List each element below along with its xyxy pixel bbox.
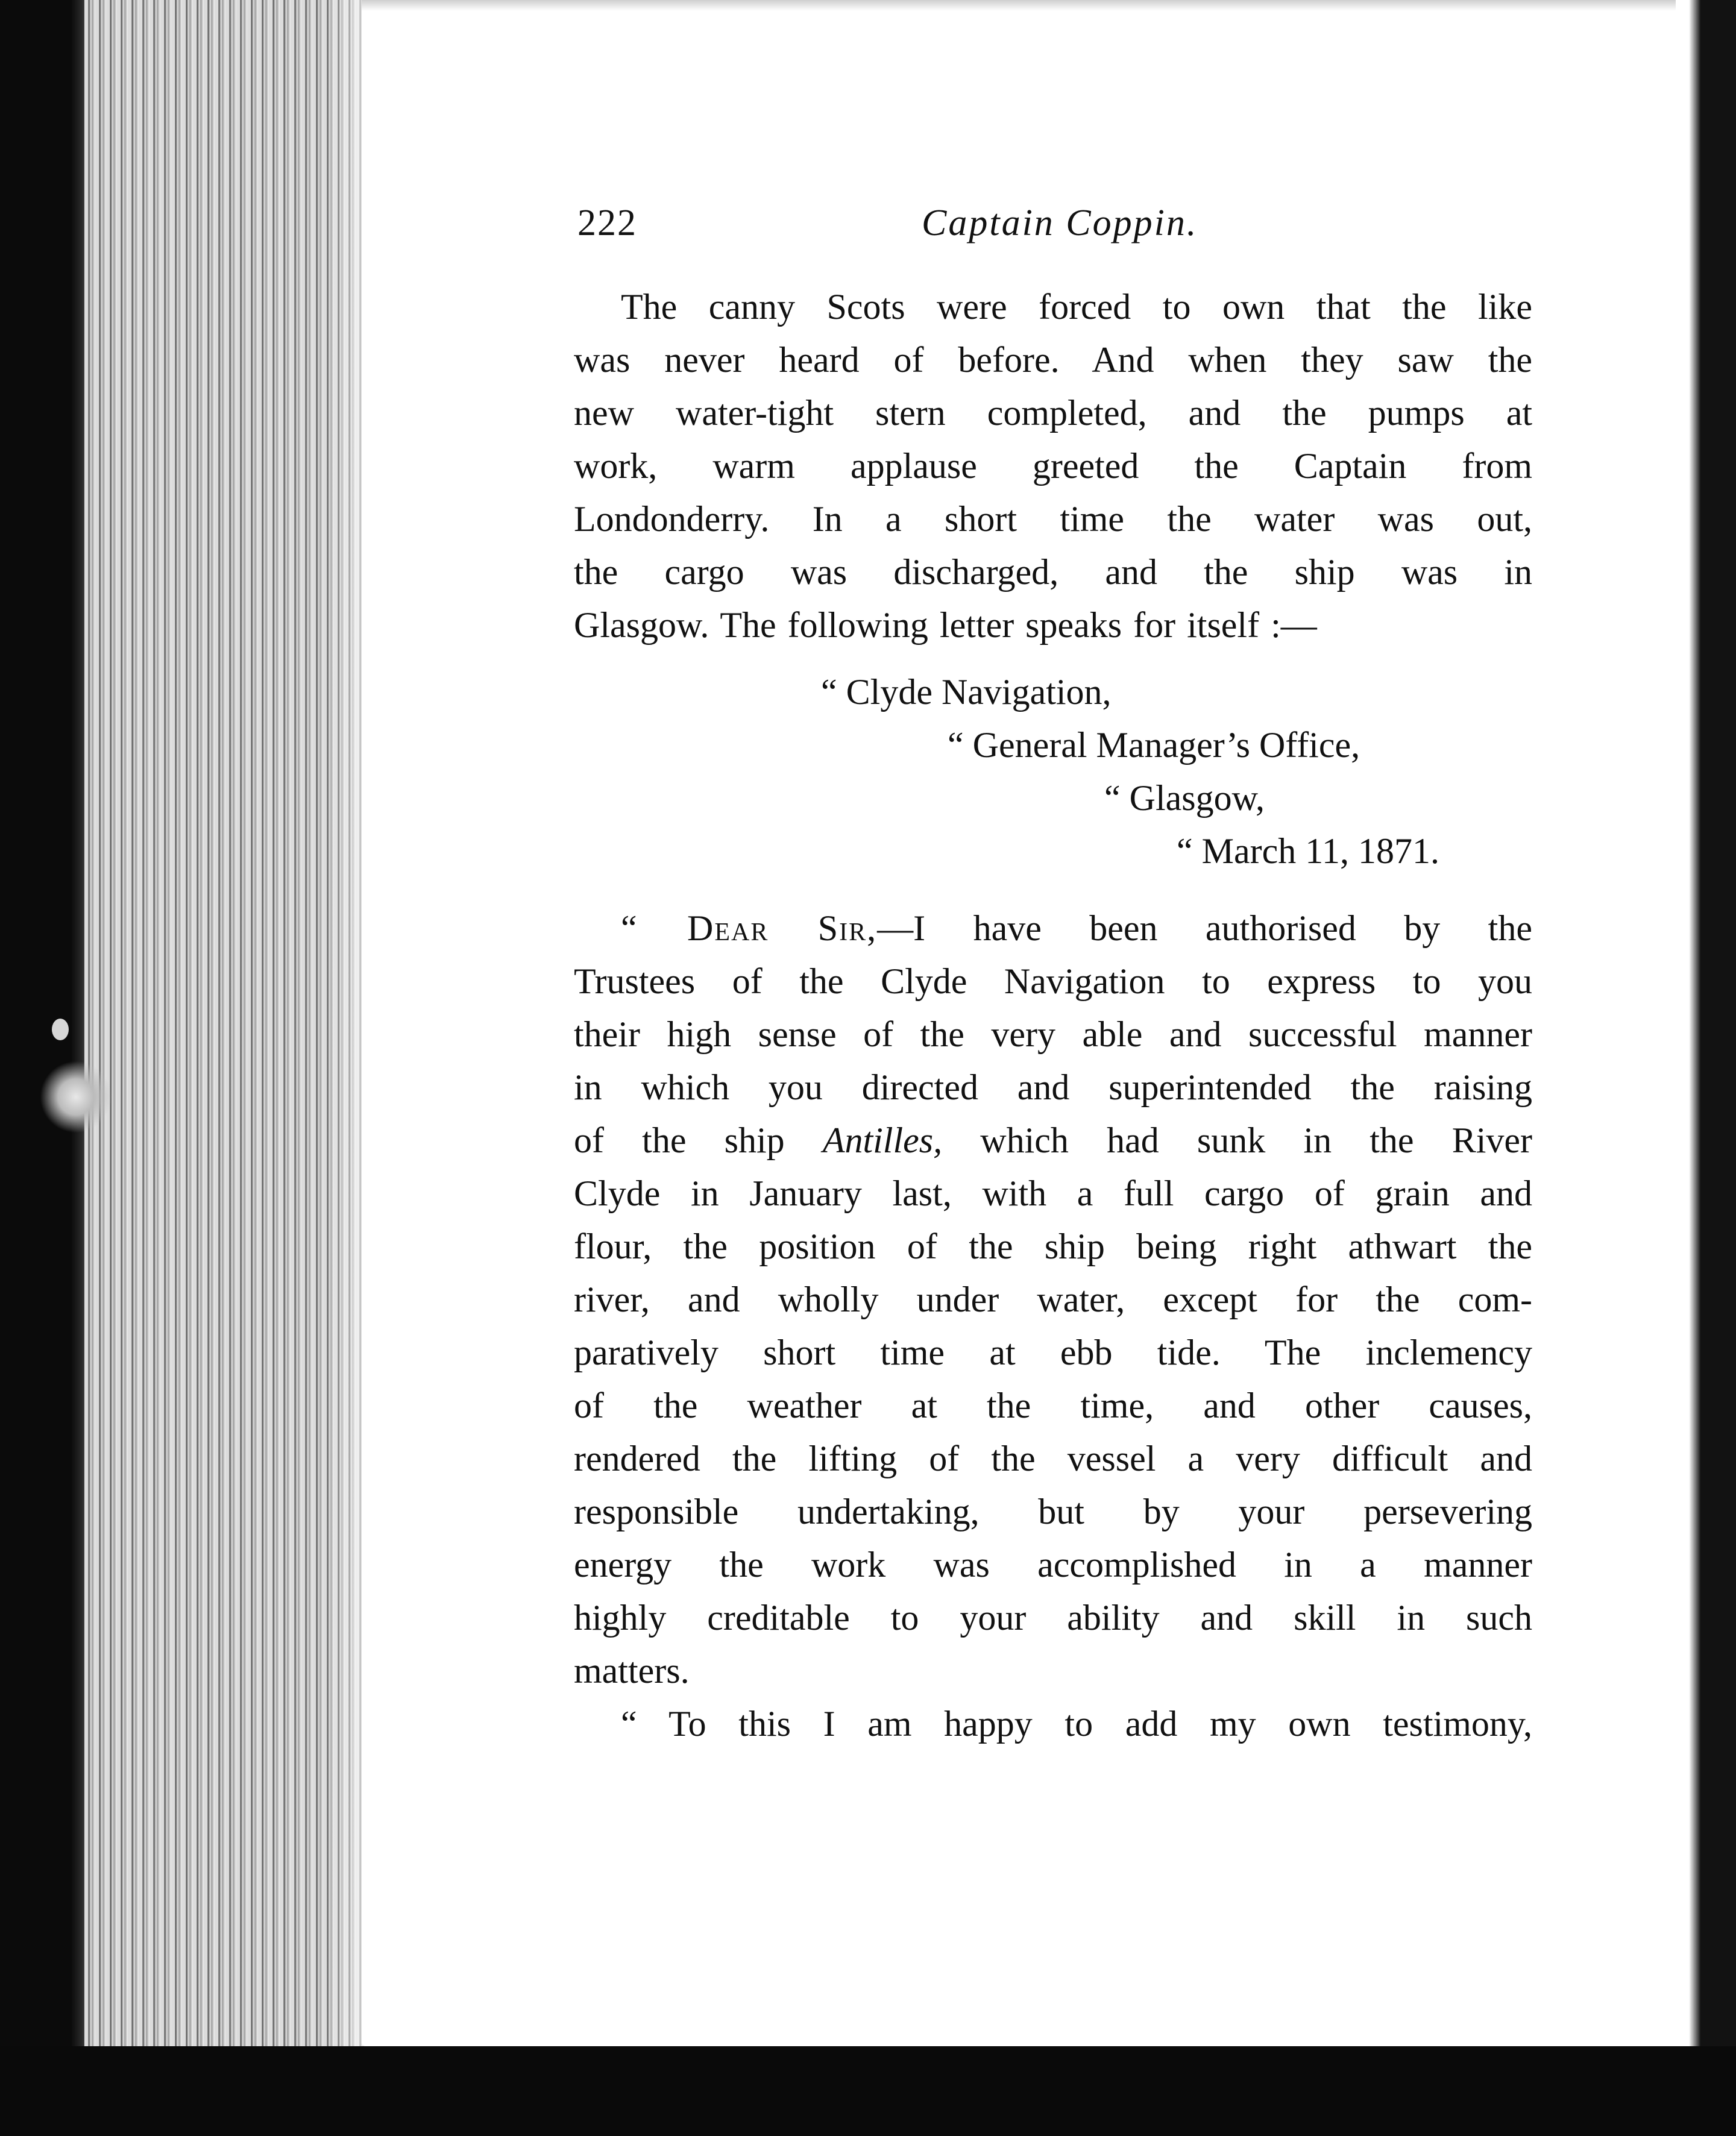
text-line: matters.	[574, 1651, 690, 1691]
smudge-mark	[40, 1061, 112, 1133]
text-line: of the weather at the time, and other causes,	[574, 1386, 1532, 1425]
body-text	[574, 280, 1532, 1750]
text-line: work, warm applause greeted the Captain from	[574, 446, 1532, 486]
text-line: Clyde in January last, with a full cargo of grain and	[574, 1173, 1532, 1213]
text-line: highly creditable to your ability and skill in such	[574, 1598, 1532, 1638]
ship-name: Antilles,	[822, 1120, 943, 1160]
text-line: river, and wholly under water, except for the com-	[574, 1280, 1532, 1319]
text-line: Londonderry. In a short time the water was out,	[574, 499, 1532, 539]
text-line: responsible undertaking, but by your persevering	[574, 1492, 1532, 1531]
text-line	[574, 902, 1532, 955]
letter-heading-line: “ March 11, 1871.	[1177, 831, 1439, 871]
running-head	[577, 202, 1509, 250]
text-line: Trustees of the Clyde Navigation to express to you	[574, 961, 1532, 1001]
text-line: flour, the position of the ship being right athwart the	[574, 1227, 1532, 1266]
letter-heading-line: “ Clyde Navigation,	[821, 672, 1112, 712]
letter-heading-line: “ Glasgow,	[1104, 778, 1265, 818]
letter-heading-line: “ General Manager’s Office,	[948, 725, 1360, 765]
running-title: Captain Coppin.	[922, 203, 1198, 243]
page-number: 222	[577, 203, 637, 243]
text-line: The canny Scots were forced to own that the like	[621, 287, 1532, 327]
letter-heading	[574, 671, 1532, 902]
text-line	[574, 1114, 1532, 1167]
text-run: of the ship	[574, 1120, 785, 1160]
text-run: which had sunk in the River	[980, 1120, 1533, 1160]
text-run: —I have been authorised by the	[877, 908, 1532, 948]
bottom-shadow	[0, 2046, 1736, 2136]
text-line: rendered the lifting of the vessel a very difficult and	[574, 1439, 1532, 1478]
text-line: Glasgow. The following letter speaks for itself :—	[574, 605, 1317, 645]
letter-body	[574, 902, 1532, 1750]
text-line: new water-tight stern completed, and the pumps at	[574, 393, 1532, 433]
paragraph	[574, 280, 1532, 652]
smudge-mark	[52, 1019, 69, 1040]
text-line: “ To this I am happy to add my own testimony,	[621, 1704, 1532, 1744]
text-line: paratively short time at ebb tide. The inclemency	[574, 1333, 1532, 1372]
salutation: “ Dear Sir,	[621, 908, 878, 948]
text-line: in which you directed and superintended the raising	[574, 1067, 1532, 1107]
text-line: their high sense of the very able and successful manner	[574, 1014, 1532, 1054]
text-line: was never heard of before. And when they saw the	[574, 340, 1532, 380]
text-line: the cargo was discharged, and the ship was in	[574, 552, 1532, 592]
text-line: energy the work was accomplished in a manner	[574, 1545, 1532, 1585]
